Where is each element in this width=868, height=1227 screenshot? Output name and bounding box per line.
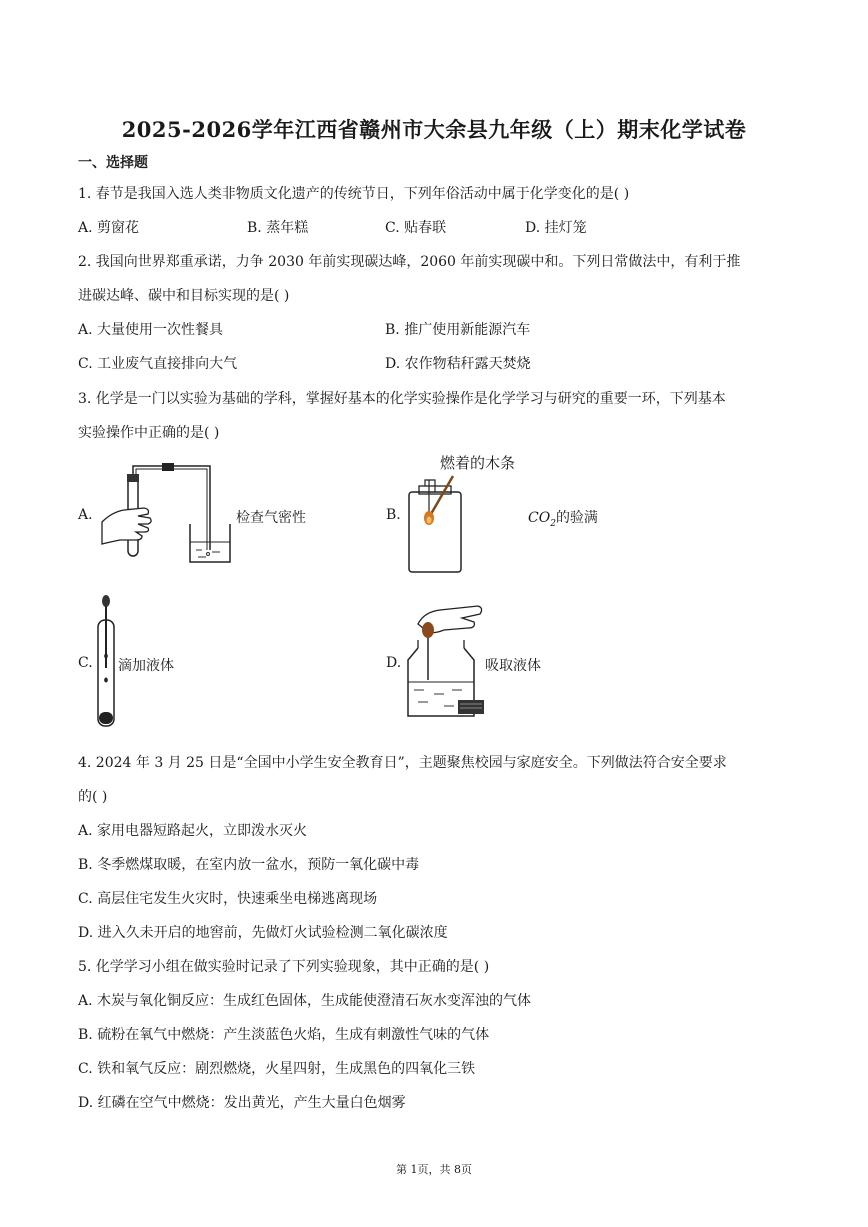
question-2-stem-line-2: 进碳达峰、碳中和目标实现的是( ) <box>78 288 290 304</box>
question-1-option-d: D. 挂灯笼 <box>525 220 587 236</box>
question-1-option-a: A. 剪窗花 <box>78 220 140 236</box>
question-2-option-a: A. 大量使用一次性餐具 <box>78 322 224 338</box>
question-2-option-d: D. 农作物秸秆露天焚烧 <box>385 356 531 372</box>
question-3-option-b-caption: 燃着的木条 <box>440 454 516 472</box>
page-title: 2025-2026学年江西省赣州市大余县九年级（上）期末化学试卷 <box>121 117 747 142</box>
question-4-option-a: A. 家用电器短路起火，立即泼水灭火 <box>78 823 308 839</box>
question-4-stem-line-2: 的( ) <box>78 789 108 805</box>
question-5-option-a: A. 木炭与氧化铜反应：生成红色固体，生成能使澄清石灰水变浑浊的气体 <box>78 993 532 1009</box>
question-3-option-b-formula <box>528 507 598 529</box>
question-3-option-a-letter: A. <box>78 507 93 523</box>
question-1-option-b: B. 蒸年糕 <box>247 220 309 236</box>
question-5-option-d: D. 红磷在空气中燃烧：发出黄光，产生大量白色烟雾 <box>78 1095 406 1111</box>
question-2-option-b: B. 推广使用新能源汽车 <box>385 322 531 338</box>
question-3-option-d-label: 吸取液体 <box>485 658 541 674</box>
question-1-option-c: C. 贴春联 <box>385 220 447 236</box>
question-4-option-d: D. 进入久未开启的地窖前，先做灯火试验检测二氧化碳浓度 <box>78 925 448 941</box>
question-3-option-b-letter: B. <box>386 507 401 523</box>
question-3-stem-line-2: 实验操作中正确的是( ) <box>78 425 220 441</box>
dropper-test-tube-figure <box>94 594 118 728</box>
co2-subscript: 2 <box>550 518 556 529</box>
question-5-stem: 5. 化学学习小组在做实验时记录了下列实验现象，其中正确的是( ) <box>78 959 490 975</box>
question-2-stem-line-1: 2. 我国向世界郑重承诺，力争 2030 年前实现碳达峰，2060 年前实现碳中和。下列日常做法中，有利于推 <box>78 254 741 270</box>
question-5-option-c: C. 铁和氧气反应：剧烈燃烧，火星四射，生成黑色的四氧化三铁 <box>78 1061 476 1077</box>
co2-formula: CO <box>528 510 551 526</box>
airtightness-check-figure <box>98 462 238 566</box>
question-2-option-c: C. 工业废气直接排向大气 <box>78 356 238 372</box>
question-3-option-a-label: 检查气密性 <box>236 510 306 526</box>
gas-bottle-figure <box>405 474 469 574</box>
page-footer: 第 1页，共 8页 <box>396 1163 472 1176</box>
question-3-option-c-letter: C. <box>78 655 93 671</box>
question-4-stem-line-1: 4. 2024 年 3 月 25 日是“全国中小学生安全教育日”，主题聚焦校园与家庭安全。下列做法符合安全要求 <box>78 755 727 771</box>
question-5-option-b: B. 硫粉在氧气中燃烧：产生淡蓝色火焰，生成有刺激性气味的气体 <box>78 1027 490 1043</box>
question-4-option-c: C. 高层住宅发生火灾时，快速乘坐电梯逃离现场 <box>78 891 378 907</box>
question-1-stem: 1. 春节是我国入选人类非物质文化遗产的传统节日，下列年俗活动中属于化学变化的是( ) <box>78 186 630 202</box>
question-3-stem-line-1: 3. 化学是一门以实验为基础的学科，掌握好基本的化学实验操作是化学学习与研究的重要一环，下列基本 <box>78 391 726 407</box>
question-4-option-b: B. 冬季燃煤取暖，在室内放一盆水，预防一氧化碳中毒 <box>78 857 420 873</box>
question-3-option-d-letter: D. <box>386 655 402 671</box>
question-3-option-b-label: 的验满 <box>555 510 598 526</box>
section-heading: 一、选择题 <box>78 155 148 171</box>
question-3-option-c-label: 滴加液体 <box>118 658 174 674</box>
